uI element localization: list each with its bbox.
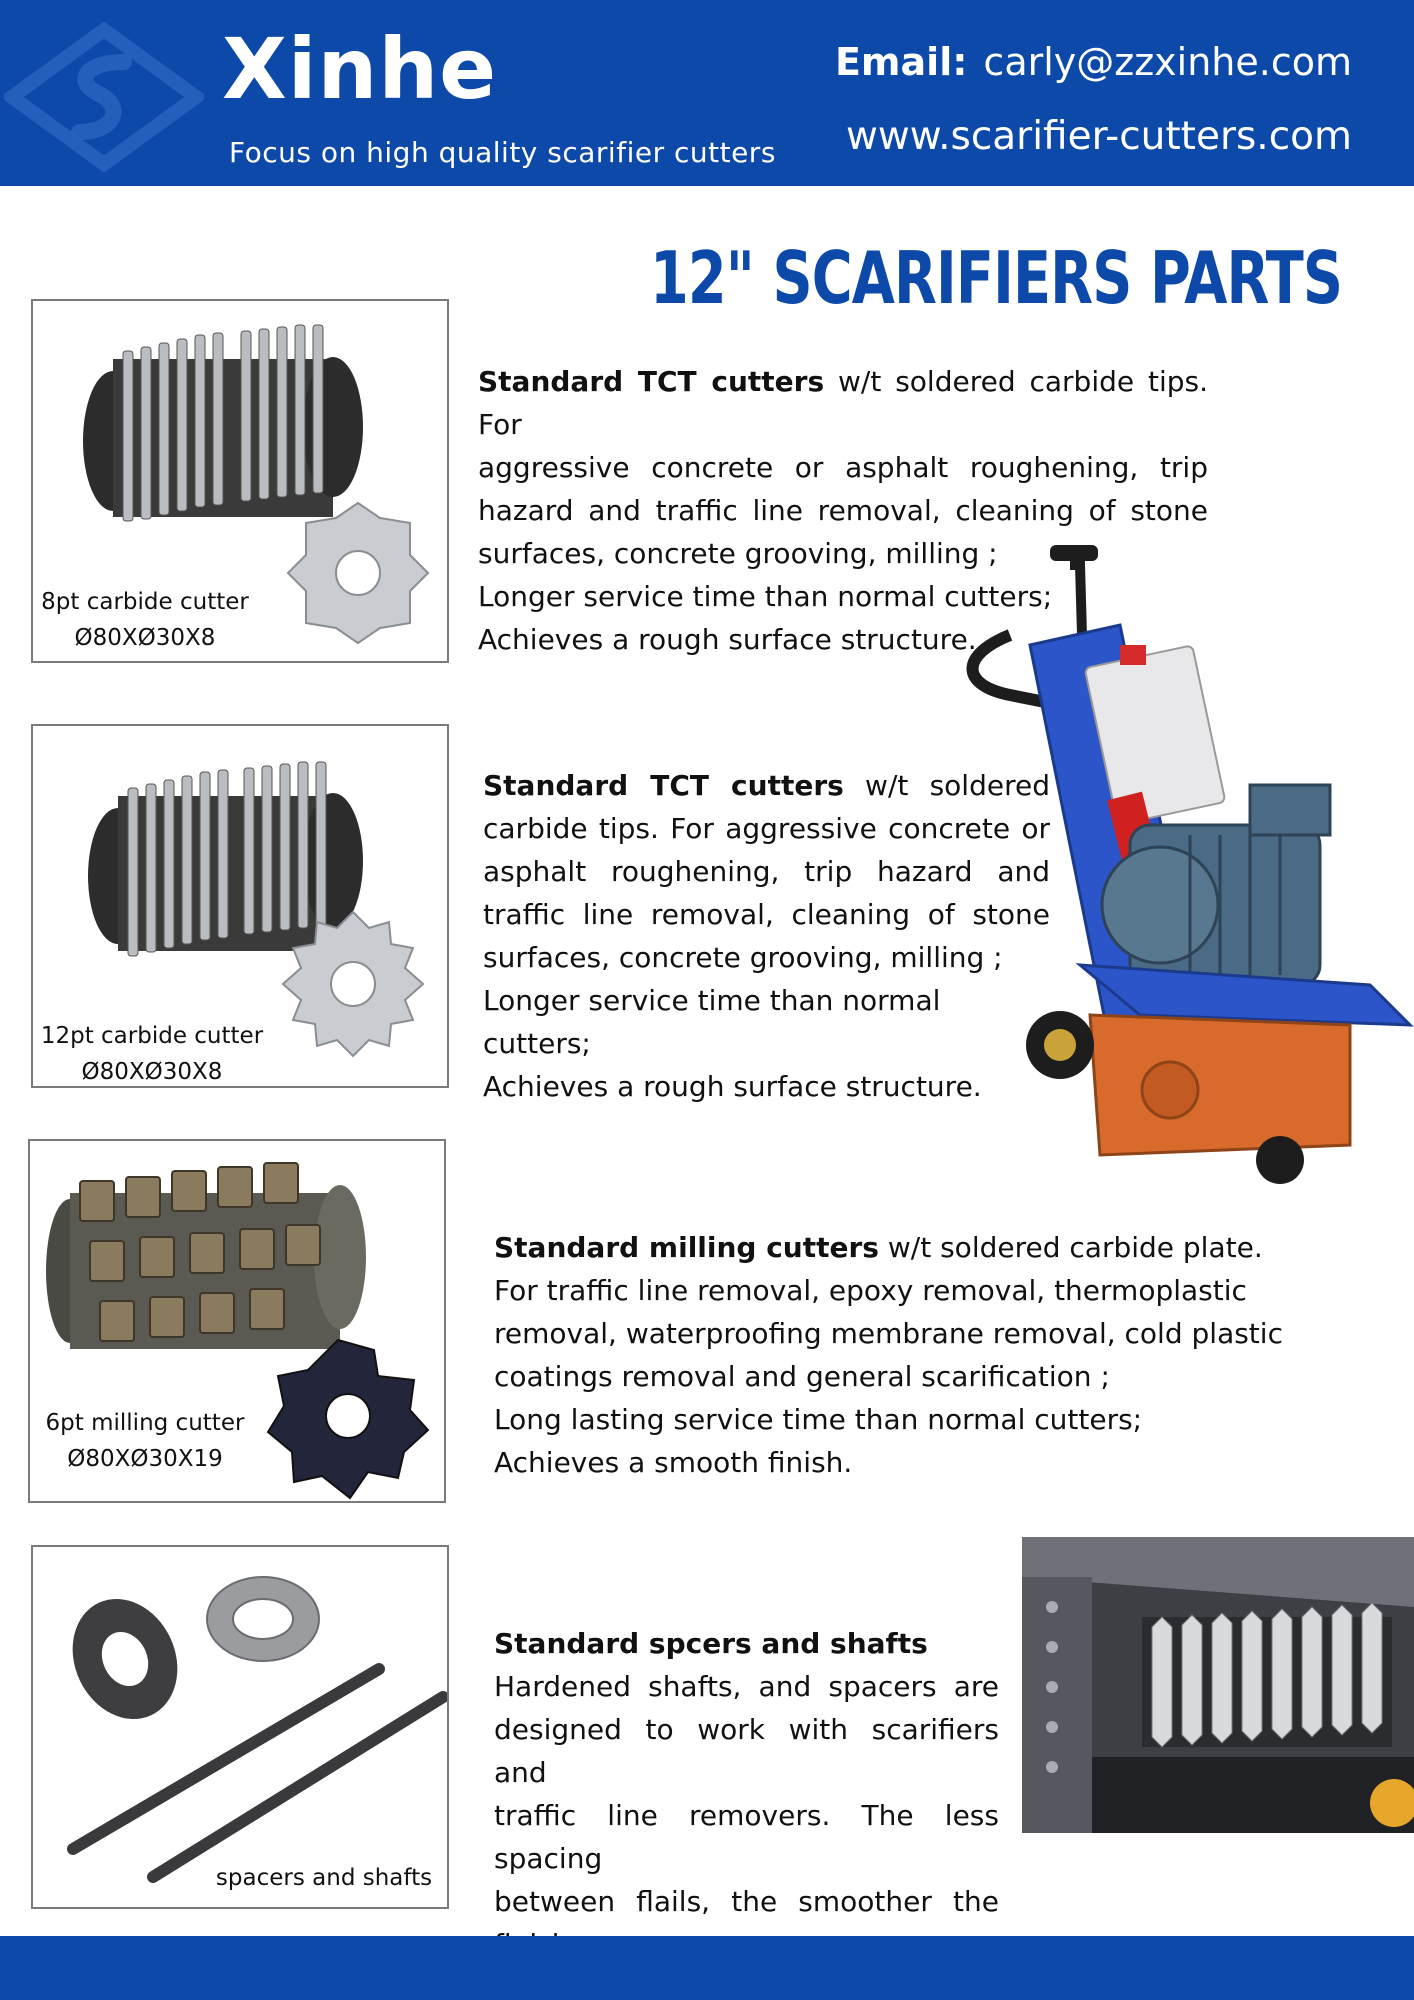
xinhe-logo-icon <box>4 22 204 172</box>
product-description-12pt: Standard TCT cutters w/t soldered carbide tips. For aggressive concrete or asphalt roughening, trip hazard and traffic line removal, cleaning of stone surfaces, concrete grooving, milling ; Longer service time than normal cutters; Achieves a rough surface structure. <box>483 769 1050 1103</box>
caption-name: 6pt milling cutter <box>45 1410 245 1436</box>
product-heading: Standard milling cutters <box>494 1231 879 1264</box>
product-heading: Standard spcers and shafts <box>494 1627 928 1660</box>
product-description-spacers: Standard spcers and shafts Hardened shafts, and spacers are designed to work with scarifiers and traffic line removers. The less spacing between flails, the smoother the <box>494 1627 999 1918</box>
website-link[interactable]: www.scarifier-cutters.com <box>846 114 1352 159</box>
caption-name: spacers and shafts <box>215 1865 433 1891</box>
product-caption-8pt <box>35 584 255 656</box>
caption-dimensions: Ø80XØ30X8 <box>81 1059 223 1085</box>
product-description-6pt: Standard milling cutters w/t soldered carbide plate. For traffic line removal, epoxy removal, thermoplastic removal, waterproofing membrane removal, cold plastic coatings removal and general scarification ; Long lasting service time than normal cutters; Achieves a smooth finish. <box>494 1231 1283 1479</box>
product-heading: Standard TCT cutters <box>483 769 844 802</box>
caption-dimensions: Ø80XØ30X19 <box>67 1446 223 1472</box>
brand-tagline: Focus on high quality scarifier cutters <box>229 136 776 169</box>
spacers-shafts-icon <box>33 1547 449 1909</box>
header-banner <box>0 0 1414 186</box>
caption-name: 8pt carbide cutter <box>41 589 249 615</box>
product-image-spacers <box>31 1545 449 1909</box>
contact-email <box>835 40 1352 84</box>
product-caption-spacers <box>209 1860 439 1896</box>
cutter-drum-closeup-icon <box>1022 1537 1414 1833</box>
page-title: 12" SCARIFIERS PARTS <box>649 236 1343 320</box>
caption-dimensions: Ø80XØ30X8 <box>74 625 216 651</box>
product-caption-6pt <box>40 1405 250 1477</box>
product-description-8pt: Standard TCT cutters w/t soldered carbide tips. For aggressive concrete or asphalt roughening, trip hazard and traffic line removal, cleaning of stone surfaces, concrete grooving, milling ; Longer service time than normal cutters; Achieves a rough surface structure. <box>478 365 1208 656</box>
email-address[interactable]: carly@zzxinhe.com <box>983 40 1352 84</box>
product-heading: Standard TCT cutters <box>478 365 825 398</box>
product-image-6pt <box>28 1139 446 1503</box>
product-image-8pt <box>31 299 449 663</box>
email-label: Email: <box>834 40 968 84</box>
product-caption-12pt <box>37 1018 267 1088</box>
caption-name: 12pt carbide cutter <box>40 1023 264 1049</box>
product-image-12pt <box>31 724 449 1088</box>
footer-bar <box>0 1936 1414 2000</box>
brand-name: Xinhe <box>222 20 498 118</box>
